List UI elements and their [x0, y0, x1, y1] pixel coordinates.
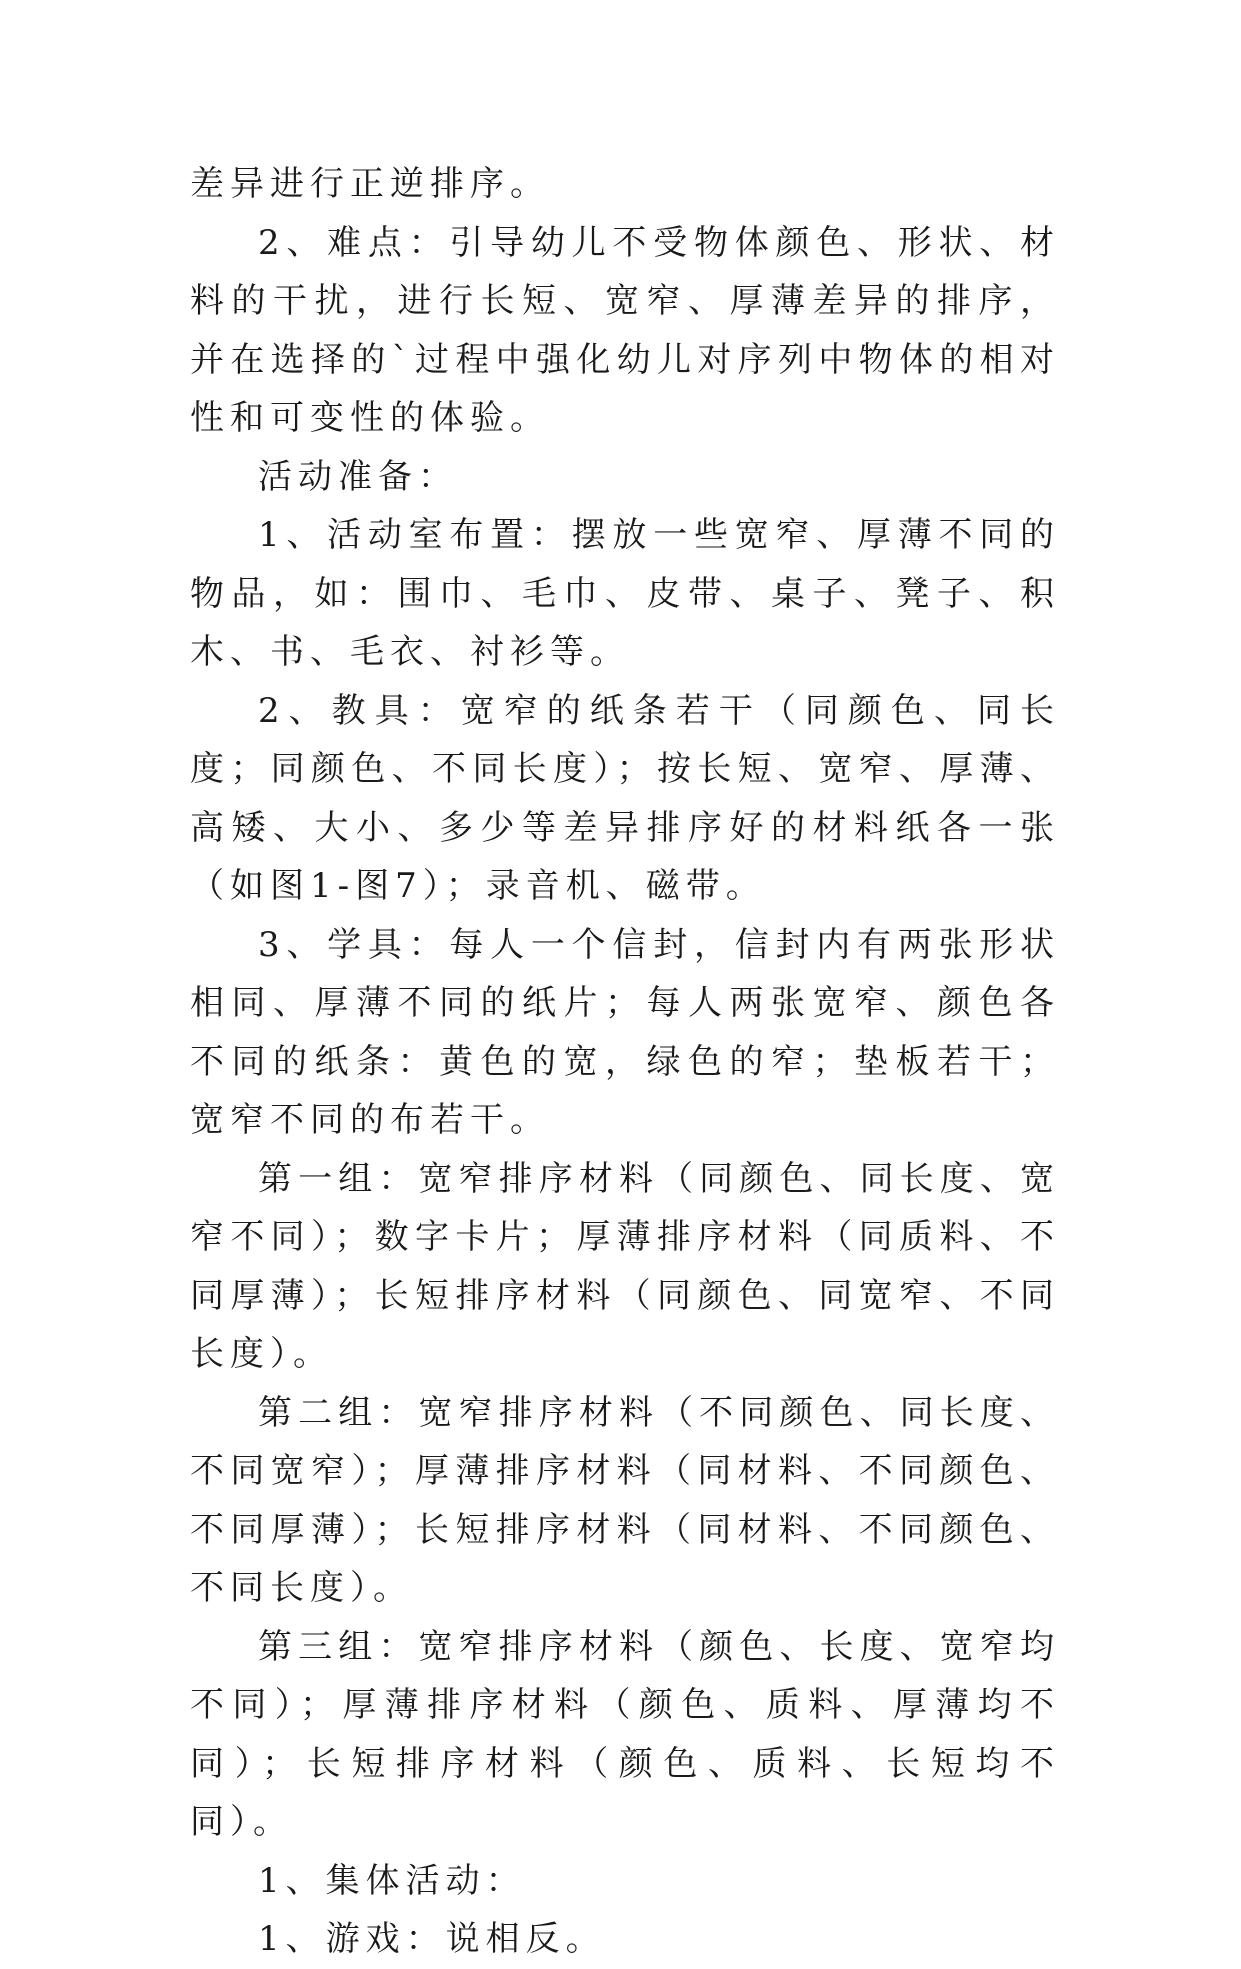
paragraph-room-setup: 1、活动室布置：摆放一些宽窄、厚薄不同的物品，如：围巾、毛巾、皮带、桌子、凳子、积木、书、毛衣、衬衫等。 [190, 515, 1060, 672]
heading-activity-preparation: 活动准备： [258, 456, 458, 497]
paragraph-group-one: 第一组：宽窄排序材料（同颜色、同长度、宽窄不同）；数字卡片；厚薄排序材料（同质料、不同厚薄）；长短排序材料（同颜色、同宽窄、不同长度）。 [190, 1158, 1060, 1374]
document-body [190, 155, 1060, 1969]
paragraph-group-three: 第三组：宽窄排序材料（颜色、长度、宽窄均不同）；厚薄排序材料（颜色、质料、厚薄均不同）；长短排序材料（颜色、质料、长短均不同）。 [190, 1626, 1060, 1842]
paragraph-teaching-aids: 2、教具：宽窄的纸条若干（同颜色、同长度；同颜色、不同长度）；按长短、宽窄、厚薄、高矮、大小、多少等差异排序好的材料纸各一张（如图1-图7）；录音机、磁带。 [190, 690, 1060, 906]
paragraph-continuation: 差异进行正逆排序。 [190, 164, 550, 204]
paragraph-game: 1、游戏：说相反。 [258, 1919, 606, 1959]
paragraph-difficulty: 2、难点：引导幼儿不受物体颜色、形状、材料的干扰，进行长短、宽窄、厚薄差异的排序，并在选择的`过程中强化幼儿对序列中物体的相对性和可变性的体验。 [190, 222, 1060, 438]
paragraph-learning-tools: 3、学具：每人一个信封，信封内有两张形状相同、厚薄不同的纸片；每人两张宽窄、颜色各不同的纸条：黄色的宽，绿色的窄；垫板若干；宽窄不同的布若干。 [190, 924, 1060, 1140]
heading-group-activity: 1、集体活动： [258, 1860, 526, 1901]
paragraph-group-two: 第二组：宽窄排序材料（不同颜色、同长度、不同宽窄）；厚薄排序材料（同材料、不同颜色、不同厚薄）；长短排序材料（同材料、不同颜色、不同长度）。 [190, 1392, 1060, 1608]
